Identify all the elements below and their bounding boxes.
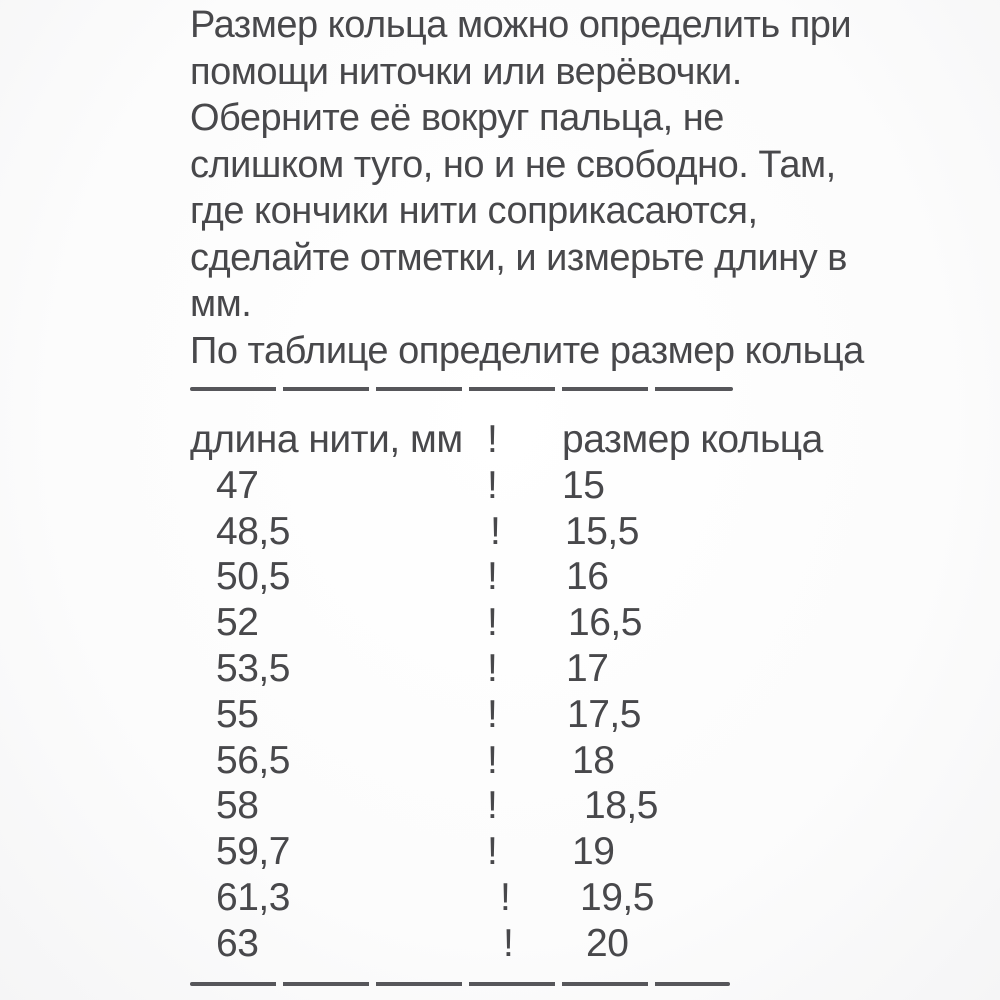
- thread-length-value: 47: [216, 463, 259, 507]
- intro-line: сделайте отметки, и измерьте длину в: [190, 236, 847, 279]
- table-body: [190, 463, 870, 967]
- intro-line: слишком туго, но и не свободно. Там,: [190, 143, 836, 186]
- column-separator: !: [487, 418, 498, 461]
- table-header-row: [190, 417, 870, 463]
- column-header-ring-size: размер кольца: [562, 418, 823, 461]
- ring-size-value: 19: [572, 830, 615, 874]
- thread-length-value: 61,3: [216, 875, 290, 919]
- table-row: [190, 875, 870, 921]
- table-row: [190, 829, 870, 875]
- table-row: [190, 646, 870, 692]
- ring-size-value: 20: [586, 921, 629, 965]
- ring-size-value: 17,5: [567, 692, 641, 736]
- table-row: [190, 692, 870, 738]
- row-separator: !: [487, 738, 498, 782]
- row-separator: !: [487, 830, 498, 874]
- ring-size-value: 18: [572, 738, 615, 782]
- row-separator: !: [503, 921, 514, 965]
- row-separator: !: [487, 784, 498, 828]
- row-separator: !: [500, 875, 511, 919]
- intro-line: где кончики нити соприкасаются,: [190, 190, 758, 232]
- thread-length-value: 52: [216, 601, 259, 645]
- row-separator: !: [487, 555, 498, 599]
- table-row: [190, 554, 870, 600]
- thread-length-value: 55: [216, 692, 259, 736]
- ring-size-value: 18,5: [584, 784, 658, 828]
- ring-size-guide: [190, 0, 870, 986]
- intro-line: По таблице определите размер кольца: [190, 329, 864, 372]
- intro-paragraph: [190, 2, 870, 374]
- thread-length-value: 58: [216, 784, 259, 828]
- table-row: [190, 463, 870, 509]
- ring-size-value: 16,5: [568, 601, 642, 645]
- table-row: [190, 783, 870, 829]
- row-separator: !: [487, 646, 498, 690]
- intro-line: мм.: [190, 283, 252, 325]
- thread-length-value: 48,5: [216, 509, 290, 553]
- ring-size-value: 16: [566, 555, 609, 599]
- row-separator: !: [487, 601, 498, 645]
- intro-line: Размер кольца можно определить при: [190, 4, 852, 46]
- intro-line: Оберните её вокруг пальца, не: [190, 97, 724, 139]
- table-row: [190, 600, 870, 646]
- thread-length-value: 63: [216, 921, 259, 965]
- row-separator: !: [487, 463, 498, 507]
- table-row: [190, 921, 870, 967]
- thread-length-value: 56,5: [216, 738, 290, 782]
- row-separator: !: [487, 692, 498, 736]
- table-top-divider: [190, 387, 733, 391]
- intro-line: помощи ниточки или верёвочки.: [190, 50, 742, 93]
- table-row: [190, 509, 870, 555]
- ring-size-value: 15: [562, 463, 605, 507]
- thread-length-value: 50,5: [216, 555, 290, 599]
- thread-length-value: 59,7: [216, 830, 290, 874]
- ring-size-value: 15,5: [565, 509, 639, 553]
- ring-size-value: 19,5: [580, 875, 654, 919]
- row-separator: !: [490, 509, 501, 553]
- column-header-thread-length: длина нити, мм: [190, 418, 463, 461]
- ring-size-value: 17: [566, 646, 609, 690]
- thread-length-value: 53,5: [216, 646, 290, 690]
- table-row: [190, 738, 870, 784]
- table-bottom-divider: [190, 982, 730, 986]
